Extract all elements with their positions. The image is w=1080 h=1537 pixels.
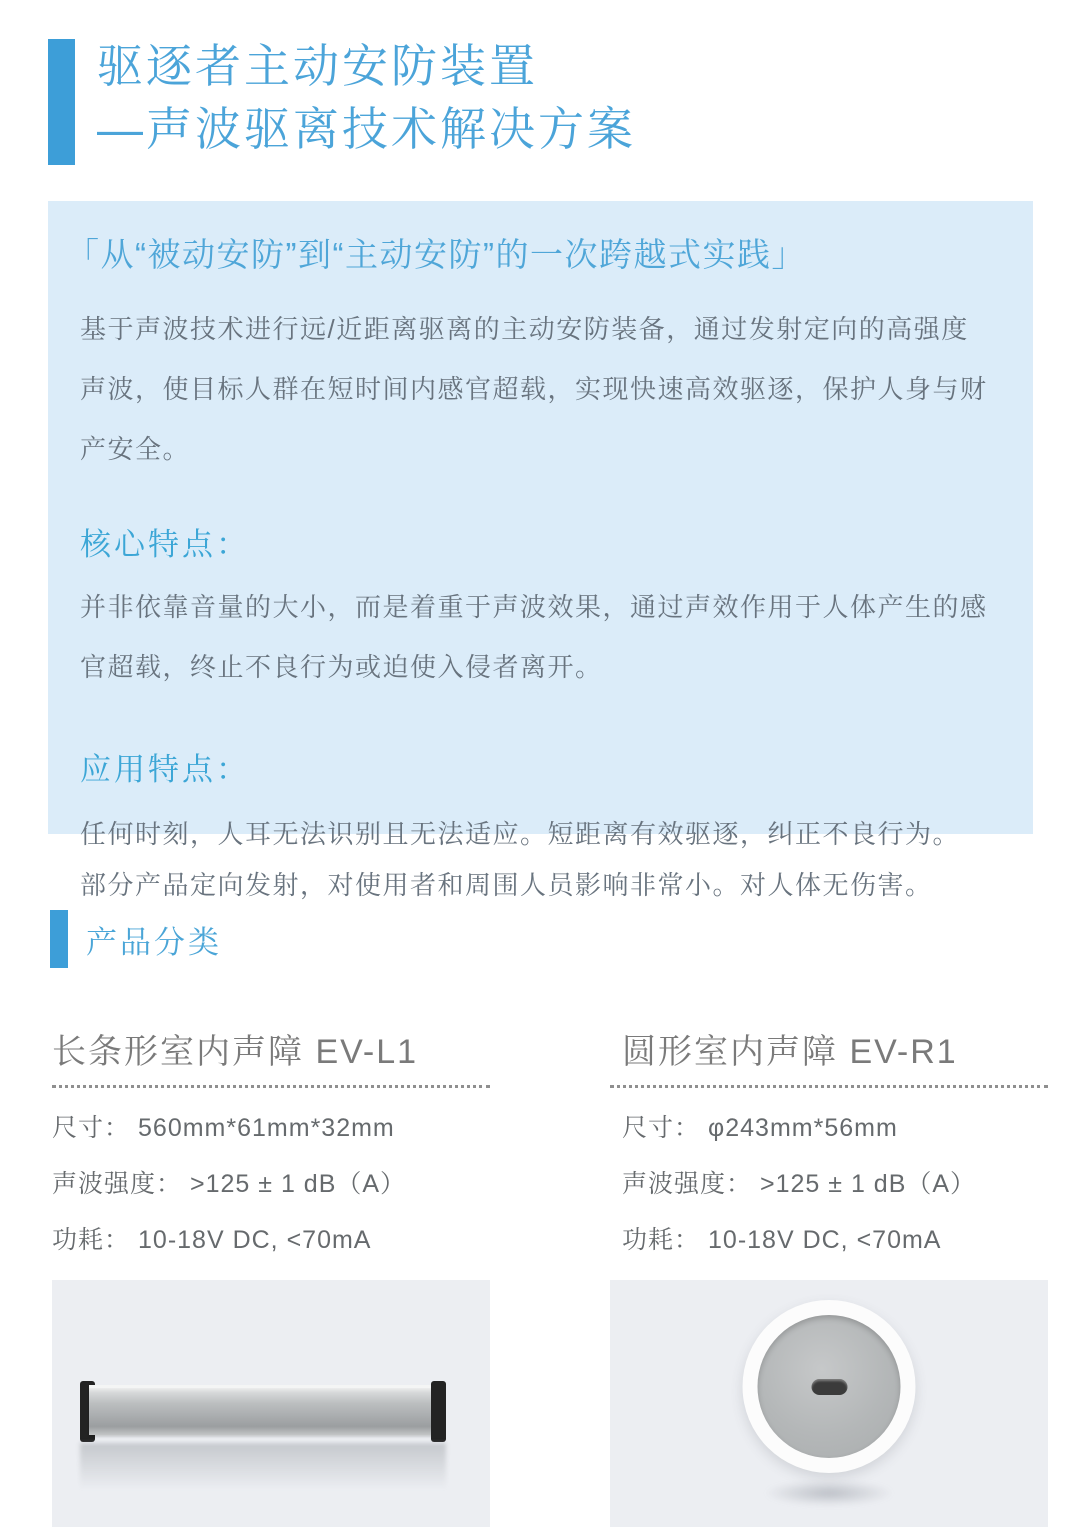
dotted-divider xyxy=(610,1085,1048,1088)
spec-value: >125 ± 1 dB（A） xyxy=(760,1170,977,1198)
spec-row-sound-intensity xyxy=(622,1164,1048,1200)
core-features-heading: 核心特点： xyxy=(80,527,250,563)
spec-row-sound-intensity xyxy=(52,1164,490,1200)
spec-value: φ243mm*56mm xyxy=(708,1114,898,1142)
intro-quote: 「从“被动安防”到“主动安防”的一次跨越式实践」 xyxy=(66,236,806,273)
product-catalog-section xyxy=(0,910,1080,1527)
application-features-line2: 部分产品定向发射，对使用者和周围人员影响非常小。对人体无伤害。 xyxy=(80,869,933,900)
catalog-accent-bar xyxy=(50,910,68,968)
catalog-header xyxy=(50,910,1080,968)
dotted-divider xyxy=(52,1085,490,1088)
spec-label: 声波强度： xyxy=(622,1170,753,1198)
round-speaker-grille xyxy=(758,1315,901,1458)
page xyxy=(0,35,1080,1537)
bar-speaker-image xyxy=(80,1385,446,1435)
spec-label: 功耗： xyxy=(622,1226,701,1254)
round-speaker-photo xyxy=(610,1280,1048,1527)
spec-label: 尺寸： xyxy=(622,1114,701,1142)
spec-row-power xyxy=(622,1220,1048,1256)
catalog-section-title: 产品分类 xyxy=(86,924,222,960)
intro-panel xyxy=(48,201,1033,900)
product-card-ev-r1 xyxy=(610,1024,1048,1527)
round-speaker-image xyxy=(743,1300,916,1473)
spec-value: 10-18V DC, <70mA xyxy=(708,1226,942,1254)
bar-speaker-reflection xyxy=(80,1443,446,1489)
spec-value: 560mm*61mm*32mm xyxy=(138,1114,395,1142)
application-features-line1: 任何时刻，人耳无法识别且无法适应。短距离有效驱逐，纠正不良行为。 xyxy=(80,818,961,849)
intro-description: 基于声波技术进行远/近距离驱离的主动安防装备，通过发射定向的高强度声波，使目标人群在短时间内感官超载，实现快速高效驱逐，保护人身与财产安全。 xyxy=(80,314,988,464)
spec-row-dimensions xyxy=(622,1108,1048,1144)
page-title xyxy=(97,35,636,162)
spec-value: >125 ± 1 dB（A） xyxy=(190,1170,407,1198)
spec-label: 声波强度： xyxy=(52,1170,183,1198)
product-name-ev-l1: 长条形室内声障 EV-L1 xyxy=(52,1033,419,1071)
spec-label: 尺寸： xyxy=(52,1114,131,1142)
bar-speaker-photo xyxy=(52,1280,490,1527)
application-features-heading: 应用特点： xyxy=(80,751,250,787)
document-header xyxy=(48,35,1080,165)
product-name-ev-r1: 圆形室内声障 EV-R1 xyxy=(622,1033,958,1071)
product-grid xyxy=(52,1024,1080,1527)
page-title-line2: —声波驱离技术解决方案 xyxy=(97,103,636,156)
core-features-body: 并非依靠音量的大小，而是着重于声波效果，通过声效作用于人体产生的感官超载，终止不良行为或迫使入侵者离开。 xyxy=(80,592,988,683)
spec-row-power xyxy=(52,1220,490,1256)
product-card-ev-l1 xyxy=(52,1024,490,1527)
bar-speaker-end-cap-right xyxy=(431,1381,446,1442)
title-accent-bar xyxy=(48,39,75,165)
spec-row-dimensions xyxy=(52,1108,490,1144)
spec-label: 功耗： xyxy=(52,1226,131,1254)
bar-speaker-body xyxy=(89,1385,437,1435)
round-speaker-logo xyxy=(811,1379,847,1395)
page-title-line1: 驱逐者主动安防装置 xyxy=(97,40,538,92)
spec-value: 10-18V DC, <70mA xyxy=(138,1226,372,1254)
round-speaker-shadow xyxy=(764,1480,894,1506)
